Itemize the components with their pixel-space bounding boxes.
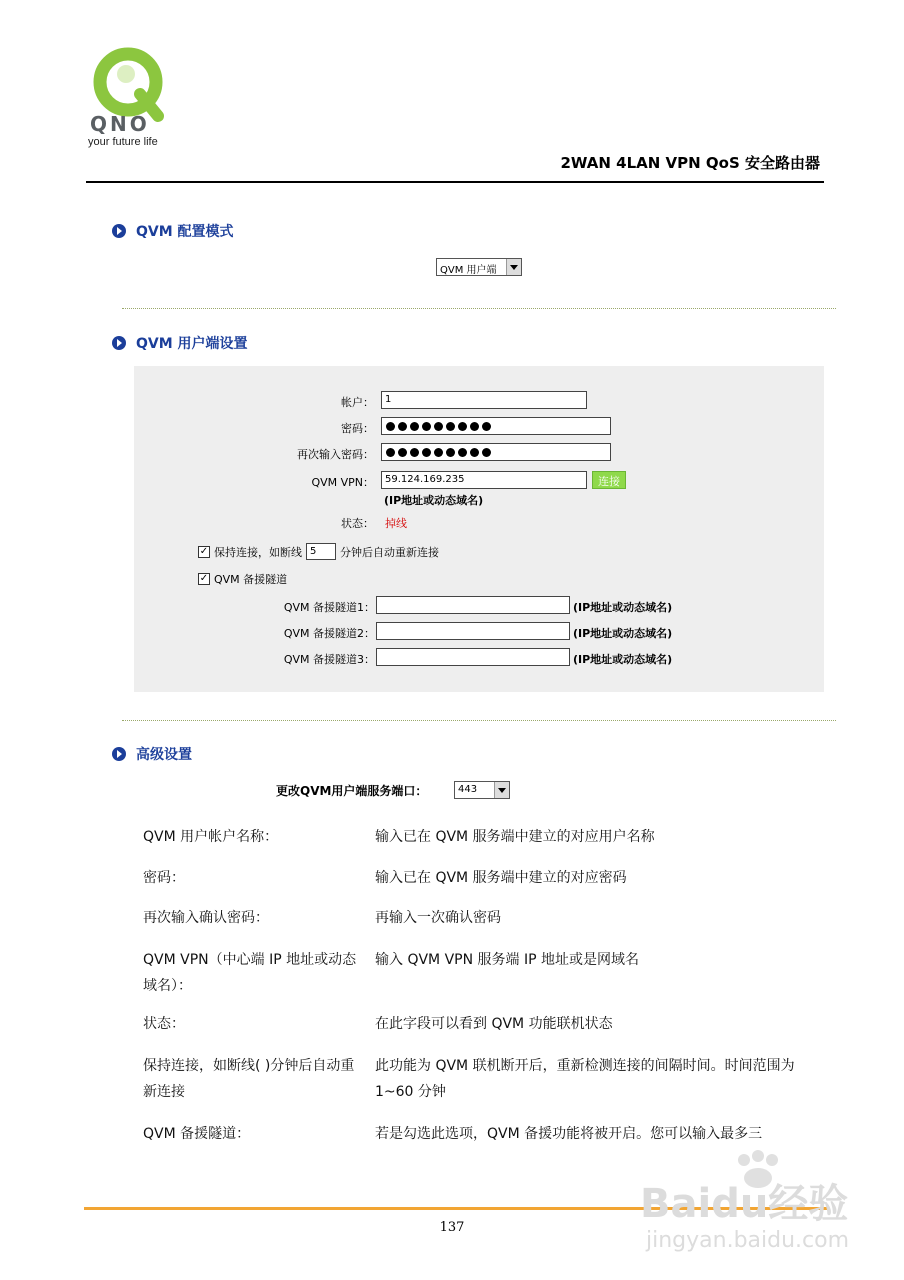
desc-text: 输入已在 QVM 服务端中建立的对应密码 xyxy=(375,870,627,886)
section-title-config xyxy=(112,221,234,241)
desc-text: 在此字段可以看到 QVM 功能联机状态 xyxy=(375,1016,613,1032)
password-confirm-label: 再次输入密码： xyxy=(297,448,374,461)
desc-text: 再输入一次确认密码 xyxy=(375,910,501,926)
bullet-arrow-icon xyxy=(112,747,126,761)
section-title-config-text: QVM 配置模式 xyxy=(136,224,234,240)
backup-tunnel-2-input[interactable] xyxy=(376,622,570,640)
watermark-url: jingyan.baidu.com xyxy=(646,1228,850,1253)
backup-tunnel-1-input[interactable] xyxy=(376,596,570,614)
status-label: 状态： xyxy=(341,517,374,530)
backup-tunnel-3-label: QVM 备援隧道3： xyxy=(283,653,375,666)
backup-tunnel-3-input[interactable] xyxy=(376,648,570,666)
port-label: 更改QVM用户端服务端口： xyxy=(276,784,428,798)
page-number: 137 xyxy=(439,1220,465,1235)
bullet-arrow-icon xyxy=(112,224,126,238)
desc-text: 此功能为 QVM 联机断开后，重新检测连接的间隔时间。时间范围为 1~60 分钟 xyxy=(375,1058,795,1100)
keepalive-prefix: 保持连接，如断线 xyxy=(214,545,302,559)
logo-tagline: your future life xyxy=(88,136,158,148)
account-label: 帐户： xyxy=(341,396,374,409)
section-title-user-text: QVM 用户端设置 xyxy=(136,336,248,352)
port-select[interactable] xyxy=(454,781,510,799)
desc-term: QVM 用户帐户名称： xyxy=(143,829,279,845)
backup-tunnel-2-label: QVM 备援隧道2： xyxy=(283,627,375,640)
desc-term: 再次输入确认密码： xyxy=(143,910,269,926)
qvm-mode-select[interactable] xyxy=(436,258,522,276)
desc-term: 保持连接，如断线( )分钟后自动重新连接 xyxy=(143,1058,355,1100)
section-divider xyxy=(122,720,836,721)
desc-term: QVM VPN（中心端 IP 地址或动态域名）： xyxy=(143,952,357,994)
section-title-advanced-text: 高级设置 xyxy=(136,747,192,763)
keepalive-minutes-input[interactable]: 5 xyxy=(306,543,336,560)
password-label: 密码： xyxy=(341,422,374,435)
chevron-down-icon[interactable] xyxy=(494,782,509,798)
status-value: 掉线 xyxy=(385,517,407,530)
password-confirm-input[interactable] xyxy=(381,443,611,461)
password-input[interactable] xyxy=(381,417,611,435)
section-title-user xyxy=(112,333,248,353)
header-rule xyxy=(86,181,824,183)
desc-text: 输入 QVM VPN 服务端 IP 地址或是网域名 xyxy=(375,952,639,968)
port-select-value: 443 xyxy=(458,784,478,795)
connect-button[interactable]: 连接 xyxy=(592,471,626,489)
backup-tunnel-checkbox[interactable]: ✓ xyxy=(199,573,209,584)
vpn-label: QVM VPN： xyxy=(311,476,374,489)
password-mask xyxy=(382,418,610,434)
qvm-user-settings-panel xyxy=(134,366,824,692)
keepalive-row xyxy=(198,543,439,560)
desc-term: 密码： xyxy=(143,870,185,886)
backup-tunnel-1-hint: (IP地址或动态域名) xyxy=(573,601,673,614)
desc-text: 输入已在 QVM 服务端中建立的对应用户名称 xyxy=(375,829,655,845)
desc-text: 若是勾选此选项，QVM 备援功能将被开启。您可以输入最多三 xyxy=(375,1126,763,1142)
qvm-mode-select-value: QVM 用户端 xyxy=(440,265,497,276)
account-input[interactable]: 1 xyxy=(381,391,587,409)
backup-tunnel-label: QVM 备援隧道 xyxy=(214,573,288,586)
document-title: 2WAN 4LAN VPN QoS 安全路由器 xyxy=(560,154,820,172)
section-divider xyxy=(122,308,836,309)
backup-tunnel-row xyxy=(198,571,287,587)
bullet-arrow-icon xyxy=(112,336,126,350)
keepalive-suffix: 分钟后自动重新连接 xyxy=(340,545,439,559)
desc-term: QVM 备援隧道： xyxy=(143,1126,251,1142)
vpn-address-input[interactable]: 59.124.169.235 xyxy=(381,471,587,489)
logo-wordmark: QNO xyxy=(90,112,150,136)
backup-tunnel-1-label: QVM 备援隧道1： xyxy=(283,601,375,614)
section-title-advanced xyxy=(112,744,192,764)
backup-tunnel-3-hint: (IP地址或动态域名) xyxy=(573,653,673,666)
vpn-hint: (IP地址或动态域名) xyxy=(384,494,484,507)
desc-term: 状态： xyxy=(143,1016,185,1032)
keepalive-checkbox[interactable]: ✓ xyxy=(199,545,209,557)
password-confirm-mask xyxy=(382,444,610,460)
watermark-text: Baidu经验 xyxy=(640,1181,849,1227)
backup-tunnel-2-hint: (IP地址或动态域名) xyxy=(573,627,673,640)
chevron-down-icon[interactable] xyxy=(506,259,521,275)
baidu-watermark xyxy=(630,1150,890,1270)
